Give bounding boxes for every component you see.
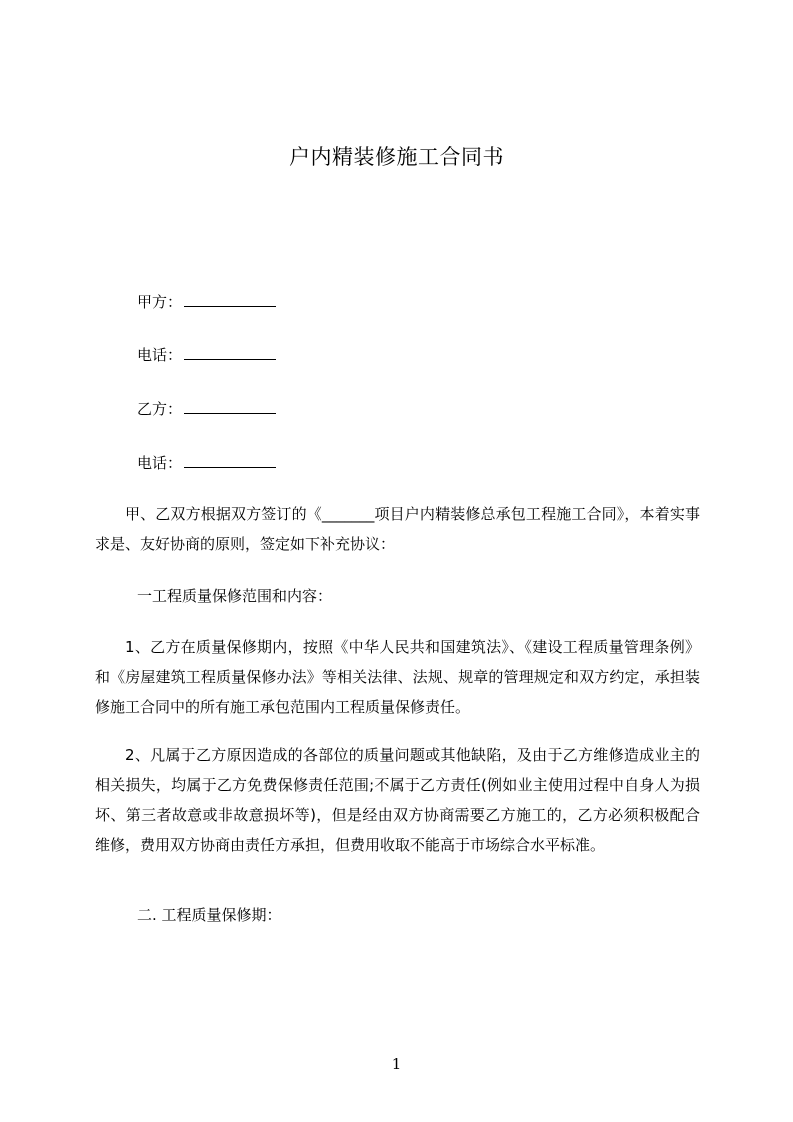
party-b-phone-label: 电话：: [137, 454, 183, 472]
party-a-phone-label: 电话：: [137, 346, 183, 364]
party-b-phone-blank: [184, 453, 276, 468]
party-a-blank: [184, 292, 276, 307]
clause-1-paragraph: 1、乙方在质量保修期内，按照《中华人民共和国建筑法》、《建设工程质量管理条例》和《房屋建筑工程质量保修办法》等相关法律、法规、规章的管理规定和双方约定，承担装修施工合同中的所有施工承包范围内工程质量保修责任。: [95, 638, 700, 716]
party-b-phone-line: [137, 452, 276, 474]
party-a-phone-line: [137, 344, 276, 366]
intro-paragraph: 甲、乙双方根据双方签订的《_______项目户内精装修总承包工程施工合同》，本着实事求是、友好协商的原则，签定如下补充协议：: [95, 505, 700, 553]
party-a-line: [137, 291, 276, 313]
party-b-blank: [184, 399, 276, 414]
clause-2-paragraph: 2、凡属于乙方原因造成的各部位的质量问题或其他缺陷，及由于乙方维修造成业主的相关损失，均属于乙方免费保修责任范围;不属于乙方责任(例如业主使用过程中自身人为损坏、第三者故意或非故意损坏等)，但是经由双方协商需要乙方施工的，乙方必须积极配合维修，费用双方协商由责任方承担，但费用收取不能高于市场综合水平标准。: [95, 746, 700, 854]
party-a-phone-blank: [184, 345, 276, 360]
party-b-line: [137, 398, 276, 420]
page-number: 1: [391, 1055, 402, 1073]
section-1-heading: 一工程质量保修范围和内容：: [137, 587, 333, 605]
section-2-heading: 二. 工程质量保修期：: [137, 906, 282, 924]
party-a-label: 甲方：: [137, 293, 183, 311]
document-title: 户内精装修施工合同书: [289, 145, 504, 169]
party-b-label: 乙方：: [137, 400, 183, 418]
